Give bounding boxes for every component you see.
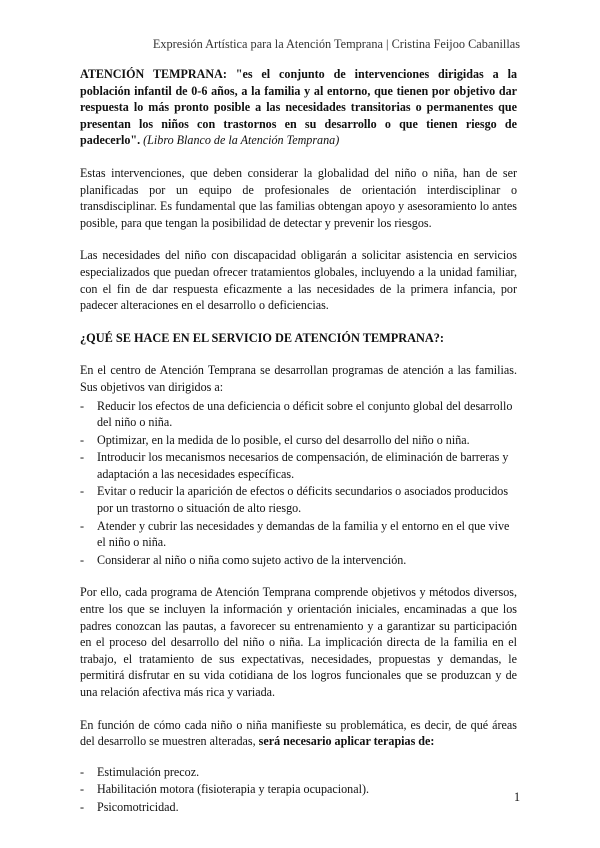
list-item-text: Reducir los efectos de una deficiencia o déficit sobre el conjunto global del desarrollo del niño o niña. [97, 398, 513, 430]
list-dash: - [80, 432, 85, 447]
list-item [80, 518, 517, 551]
objectives-list [80, 398, 517, 569]
page-content [80, 66, 517, 832]
list-item-text: Introducir los mecanismos necesarios de compensación, de eliminación de barreras y adaptación a las necesidades específicas. [97, 450, 509, 481]
list-dash: - [80, 450, 85, 465]
page-number: 1 [513, 790, 520, 804]
list-item [80, 449, 517, 482]
paragraph-needs: Las necesidades del niño con discapacidad obligarán a solicitar asistencia en servicios especializados que puedan ofrecer tratamientos globales, incluyendo a la unidad familiar, con el fin de dar respuesta eficazmente a las necesidades de la primera infancia, por padecer alteraciones en el desarrollo o deficiencias. [80, 248, 517, 313]
section-heading: ¿QUÉ SE HACE EN EL SERVICIO DE ATENCIÓN TEMPRANA?: [80, 330, 444, 345]
paragraph-therapies-lead [80, 717, 517, 750]
list-item [80, 432, 517, 449]
therapies-lead-text: En función de cómo cada niño o niña manifieste su problemática, es decir, de qué áreas del desarrollo se muestren alteradas, [80, 717, 517, 749]
list-item [80, 799, 517, 816]
list-item-text: Considerar al niño o niña como sujeto activo de la intervención. [97, 552, 407, 567]
running-header: Expresión Artística para la Atención Temprana | Cristina Feijoo Cabanillas [152, 37, 520, 51]
list-dash: - [80, 518, 85, 533]
list-item-text: Habilitación motora (fisioterapia y terapia ocupacional). [97, 782, 369, 797]
list-item [80, 552, 517, 569]
list-dash: - [80, 764, 85, 779]
paragraph-interventions: Estas intervenciones, que deben considerar la globalidad del niño o niña, han de ser planificadas por un equipo de profesionales de orientación interdisciplinar o transdisciplinar. Es fundamental que las familias obtengan apoyo y asesoramiento lo antes posible, para que tengan la posibilidad de detectar y prevenir los riesgos. [80, 165, 517, 230]
definition-source: (Libro Blanco de la Atención Temprana) [143, 133, 340, 148]
list-item-text: Atender y cubrir las necesidades y demandas de la familia y el entorno en el que vive el niño o niña. [97, 518, 510, 550]
definition-paragraph [80, 66, 517, 149]
list-dash: - [80, 552, 85, 567]
list-item-text: Psicomotricidad. [97, 799, 179, 814]
therapies-list [80, 764, 517, 816]
definition-text: ATENCIÓN TEMPRANA: "es el conjunto de intervenciones dirigidas a la población infantil de 0-6 años, a la familia y al entorno, que tienen por objetivo dar respuesta lo más pronto posible a las necesidades transitorias o permanentes que presentan los niños con trastornos en su desarrollo o que tienen riesgo de padecerlo". [80, 67, 517, 148]
list-item [80, 764, 517, 781]
list-item-text: Evitar o reducir la aparición de efectos o déficits secundarios o asociados producidos por un trastorno o situación de alto riesgo. [97, 484, 509, 516]
list-dash: - [80, 398, 85, 413]
list-item-text: Optimizar, en la medida de lo posible, el curso del desarrollo del niño o niña. [97, 432, 470, 447]
list-dash: - [80, 782, 85, 797]
list-item [80, 781, 517, 798]
list-item [80, 483, 517, 516]
objectives-lead: En el centro de Atención Temprana se desarrollan programas de atención a las familias. Sus objetivos van dirigidos a: [80, 363, 517, 394]
therapies-lead-bold: será necesario aplicar terapias de: [258, 734, 435, 749]
paragraph-program: Por ello, cada programa de Atención Temprana comprende objetivos y métodos diversos, entre los que se incluyen la información y orientación iniciales, encaminadas a que los padres conozcan las pautas, a favorecer su entrenamiento y a garantizar su participación en el proceso del desarrollo del niño o niña. La implicación directa de la familia en el trabajo, el tratamiento de sus expectativas, necesidades, propuestas y demandas, le permitirá disfrutar en su vida cotidiana de los logros funcionales que se produzcan y de una relación afectiva más rica y variada. [80, 585, 517, 699]
list-item-text: Estimulación precoz. [97, 764, 200, 779]
list-dash: - [80, 484, 85, 499]
list-dash: - [80, 799, 85, 814]
list-item [80, 398, 517, 431]
